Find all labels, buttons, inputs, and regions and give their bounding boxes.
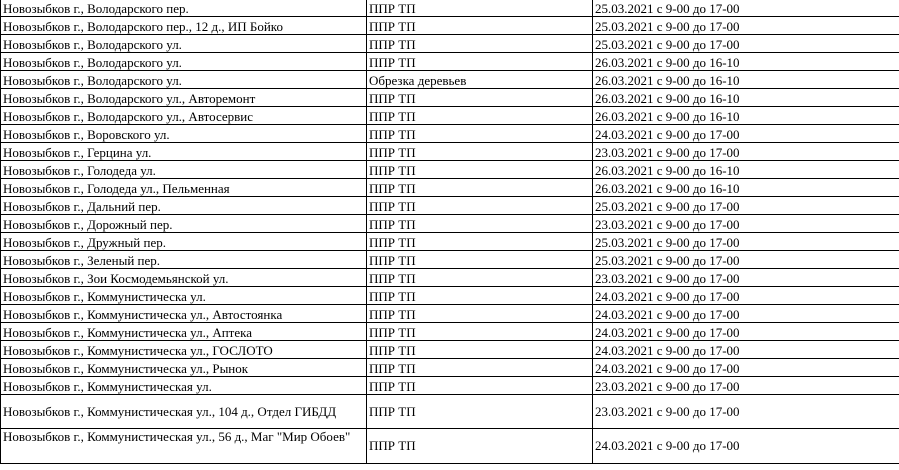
time-cell: 24.03.2021 с 9-00 до 17-00 bbox=[593, 287, 899, 305]
time-cell: 23.03.2021 с 9-00 до 17-00 bbox=[593, 395, 899, 429]
address-cell: Новозыбков г., Коммунистическая ул. bbox=[1, 377, 367, 395]
table-row bbox=[1, 251, 899, 269]
time-cell: 26.03.2021 с 9-00 до 16-10 bbox=[593, 107, 899, 125]
work-type-cell: ППР ТП bbox=[367, 35, 593, 53]
work-type-cell: ППР ТП bbox=[367, 251, 593, 269]
work-type-cell: ППР ТП bbox=[367, 359, 593, 377]
work-type-cell: ППР ТП bbox=[367, 179, 593, 197]
address-cell: Новозыбков г., Коммунистическая ул., 104 д., Отдел ГИБДД bbox=[1, 395, 367, 429]
address-cell: Новозыбков г., Дорожный пер. bbox=[1, 215, 367, 233]
time-cell: 24.03.2021 с 9-00 до 17-00 bbox=[593, 359, 899, 377]
time-cell: 25.03.2021 с 9-00 до 17-00 bbox=[593, 251, 899, 269]
table-row bbox=[1, 197, 899, 215]
work-type-cell: ППР ТП bbox=[367, 323, 593, 341]
time-cell: 26.03.2021 с 9-00 до 16-10 bbox=[593, 161, 899, 179]
work-type-cell: ППР ТП bbox=[367, 107, 593, 125]
address-cell: Новозыбков г., Володарского пер. bbox=[1, 0, 367, 17]
table-row bbox=[1, 0, 899, 17]
address-cell: Новозыбков г., Коммунистическа ул., ГОСЛОТО bbox=[1, 341, 367, 359]
address-cell: Новозыбков г., Володарского ул. bbox=[1, 71, 367, 89]
address-cell: Новозыбков г., Володарского ул., Автосервис bbox=[1, 107, 367, 125]
address-cell: Новозыбков г., Дружный пер. bbox=[1, 233, 367, 251]
time-cell: 26.03.2021 с 9-00 до 16-10 bbox=[593, 71, 899, 89]
work-type-cell: ППР ТП bbox=[367, 215, 593, 233]
table-row bbox=[1, 107, 899, 125]
time-cell: 25.03.2021 с 9-00 до 17-00 bbox=[593, 233, 899, 251]
time-cell: 24.03.2021 с 9-00 до 17-00 bbox=[593, 341, 899, 359]
time-cell: 25.03.2021 с 9-00 до 17-00 bbox=[593, 35, 899, 53]
work-type-cell: ППР ТП bbox=[367, 269, 593, 287]
table-row bbox=[1, 269, 899, 287]
time-cell: 25.03.2021 с 9-00 до 17-00 bbox=[593, 0, 899, 17]
table-row bbox=[1, 323, 899, 341]
work-type-cell: ППР ТП bbox=[367, 161, 593, 179]
work-type-cell: ППР ТП bbox=[367, 197, 593, 215]
table-row bbox=[1, 161, 899, 179]
work-type-cell: ППР ТП bbox=[367, 429, 593, 464]
table-row bbox=[1, 35, 899, 53]
time-cell: 26.03.2021 с 9-00 до 16-10 bbox=[593, 179, 899, 197]
address-cell: Новозыбков г., Зеленый пер. bbox=[1, 251, 367, 269]
work-type-cell: ППР ТП bbox=[367, 125, 593, 143]
table-row bbox=[1, 179, 899, 197]
address-cell: Новозыбков г., Коммунистическа ул. bbox=[1, 287, 367, 305]
address-cell: Новозыбков г., Коммунистическа ул., Аптека bbox=[1, 323, 367, 341]
address-cell: Новозыбков г., Коммунистическа ул., Автостоянка bbox=[1, 305, 367, 323]
time-cell: 25.03.2021 с 9-00 до 17-00 bbox=[593, 197, 899, 215]
time-cell: 25.03.2021 с 9-00 до 17-00 bbox=[593, 17, 899, 35]
time-cell: 24.03.2021 с 9-00 до 17-00 bbox=[593, 125, 899, 143]
address-cell: Новозыбков г., Голодеда ул., Пельменная bbox=[1, 179, 367, 197]
table-row bbox=[1, 17, 899, 35]
table-row bbox=[1, 143, 899, 161]
address-cell: Новозыбков г., Коммунистическа ул., Рынок bbox=[1, 359, 367, 377]
table-row bbox=[1, 215, 899, 233]
table-row bbox=[1, 233, 899, 251]
address-cell: Новозыбков г., Володарского ул. bbox=[1, 53, 367, 71]
address-cell: Новозыбков г., Герцина ул. bbox=[1, 143, 367, 161]
address-cell: Новозыбков г., Володарского ул., Авторемонт bbox=[1, 89, 367, 107]
table-row bbox=[1, 71, 899, 89]
table-row bbox=[1, 53, 899, 71]
time-cell: 24.03.2021 с 9-00 до 17-00 bbox=[593, 429, 899, 464]
table-row bbox=[1, 89, 899, 107]
time-cell: 23.03.2021 с 9-00 до 17-00 bbox=[593, 143, 899, 161]
table-row bbox=[1, 395, 899, 429]
time-cell: 26.03.2021 с 9-00 до 16-10 bbox=[593, 53, 899, 71]
work-type-cell: ППР ТП bbox=[367, 17, 593, 35]
table-row bbox=[1, 125, 899, 143]
table-row bbox=[1, 377, 899, 395]
address-cell: Новозыбков г., Володарского пер., 12 д., ИП Бойко bbox=[1, 17, 367, 35]
work-type-cell: ППР ТП bbox=[367, 395, 593, 429]
table-row bbox=[1, 287, 899, 305]
work-type-cell: ППР ТП bbox=[367, 341, 593, 359]
time-cell: 23.03.2021 с 9-00 до 17-00 bbox=[593, 377, 899, 395]
work-type-cell: Обрезка деревьев bbox=[367, 71, 593, 89]
address-cell: Новозыбков г., Голодеда ул. bbox=[1, 161, 367, 179]
address-cell: Новозыбков г., Коммунистическая ул., 56 д., Маг "Мир Обоев" bbox=[1, 429, 367, 464]
table-row bbox=[1, 429, 899, 464]
work-type-cell: ППР ТП bbox=[367, 377, 593, 395]
time-cell: 24.03.2021 с 9-00 до 17-00 bbox=[593, 323, 899, 341]
table-row bbox=[1, 341, 899, 359]
address-cell: Новозыбков г., Володарского ул. bbox=[1, 35, 367, 53]
time-cell: 23.03.2021 с 9-00 до 17-00 bbox=[593, 215, 899, 233]
work-type-cell: ППР ТП bbox=[367, 143, 593, 161]
time-cell: 26.03.2021 с 9-00 до 16-10 bbox=[593, 89, 899, 107]
work-type-cell: ППР ТП bbox=[367, 53, 593, 71]
address-cell: Новозыбков г., Дальний пер. bbox=[1, 197, 367, 215]
address-cell: Новозыбков г., Воровского ул. bbox=[1, 125, 367, 143]
address-cell: Новозыбков г., Зои Космодемьянской ул. bbox=[1, 269, 367, 287]
time-cell: 24.03.2021 с 9-00 до 17-00 bbox=[593, 305, 899, 323]
work-type-cell: ППР ТП bbox=[367, 0, 593, 17]
work-type-cell: ППР ТП bbox=[367, 287, 593, 305]
table-row bbox=[1, 359, 899, 377]
work-type-cell: ППР ТП bbox=[367, 305, 593, 323]
work-type-cell: ППР ТП bbox=[367, 89, 593, 107]
time-cell: 23.03.2021 с 9-00 до 17-00 bbox=[593, 269, 899, 287]
table-row bbox=[1, 305, 899, 323]
work-type-cell: ППР ТП bbox=[367, 233, 593, 251]
